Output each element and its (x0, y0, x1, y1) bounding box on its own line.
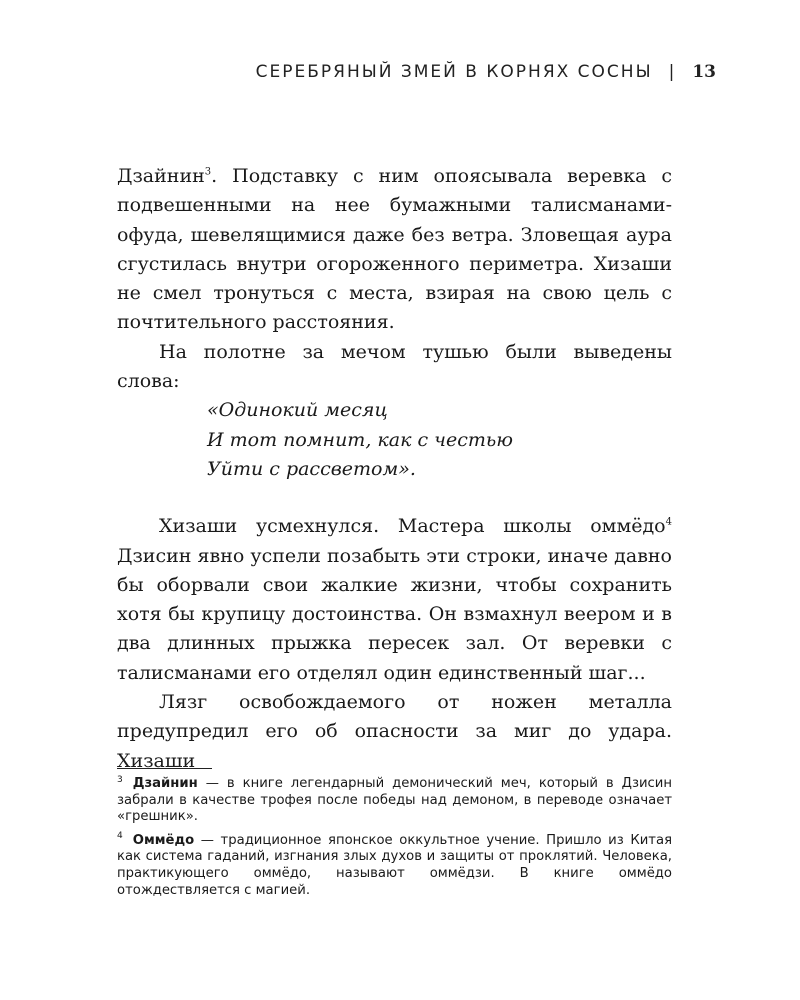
header-separator: | (668, 62, 677, 82)
paragraph-text: Хизаши усмехнулся. Мастера школы оммёдо (159, 515, 666, 538)
running-title: СЕРЕБРЯНЫЙ ЗМЕЙ В КОРНЯХ СОСНЫ (255, 62, 653, 82)
footnote-4 (117, 833, 672, 899)
poem-line-1: «Одинокий месяц (207, 399, 388, 422)
footnote-term: Дзайнин (132, 776, 198, 791)
running-header (256, 62, 716, 82)
paragraph-spacer (117, 484, 672, 512)
footnote-3 (117, 776, 672, 826)
footnote-divider (117, 768, 212, 769)
poem (207, 396, 672, 484)
footnote-ref-3: 3 (204, 166, 212, 178)
page-number: 13 (692, 62, 716, 82)
footnote-term: Оммёдо (132, 832, 195, 848)
paragraph-1 (117, 162, 672, 338)
poem-line-3: Уйти с рассветом». (207, 457, 416, 480)
main-text (117, 162, 672, 776)
paragraph-4: Лязг освобождаемого от ножен металла предупредил его об опасности за миг до удара. Хизаши (117, 691, 672, 772)
footnote-ref-4: 4 (665, 516, 672, 528)
paragraph-text: Дзисин явно успели позабыть эти строки, иначе давно бы оборвали свои жалкие жизни, чтобы сохранить хотя бы крупицу достоинства. Он взмахнул веером и в два длинных прыжка пересек зал. От веревки с талисманами его отделял один единственный шаг... (117, 544, 672, 684)
footnote-text: — традиционное японское оккультное учение. Пришло из Китая как система гаданий, изгнания злых духов и защиты от проклятий. Человека, практикующего оммёдо, называют оммёдзи. В книге оммёдо отождествляется с магией. (117, 832, 672, 898)
footnote-mark: 3 (117, 774, 123, 785)
paragraph-3 (117, 512, 672, 688)
poem-line-2: И тот помнит, как с честью (207, 428, 513, 451)
paragraph-text: Дзайнин (117, 165, 205, 187)
footnote-mark: 4 (117, 831, 123, 842)
footnote-text: — в книге легендарный демонический меч, который в Дзисин забрали в качестве трофея после победы над демоном, в переводе означает «грешник». (117, 776, 672, 825)
footnotes (117, 776, 672, 906)
paragraph-text: . Подставку с ним опоясывала веревка с подвешенными на нее бумажными талисманами-офуда, шевелящимися даже без ветра. Зловещая аура сгустилась внутри огороженного периметра. Хизаши не смел тронуться с места, взирая на свою цель с почтительного расстояния. (117, 165, 672, 334)
paragraph-2: На полотне за мечом тушью были выведены слова: (117, 340, 672, 393)
